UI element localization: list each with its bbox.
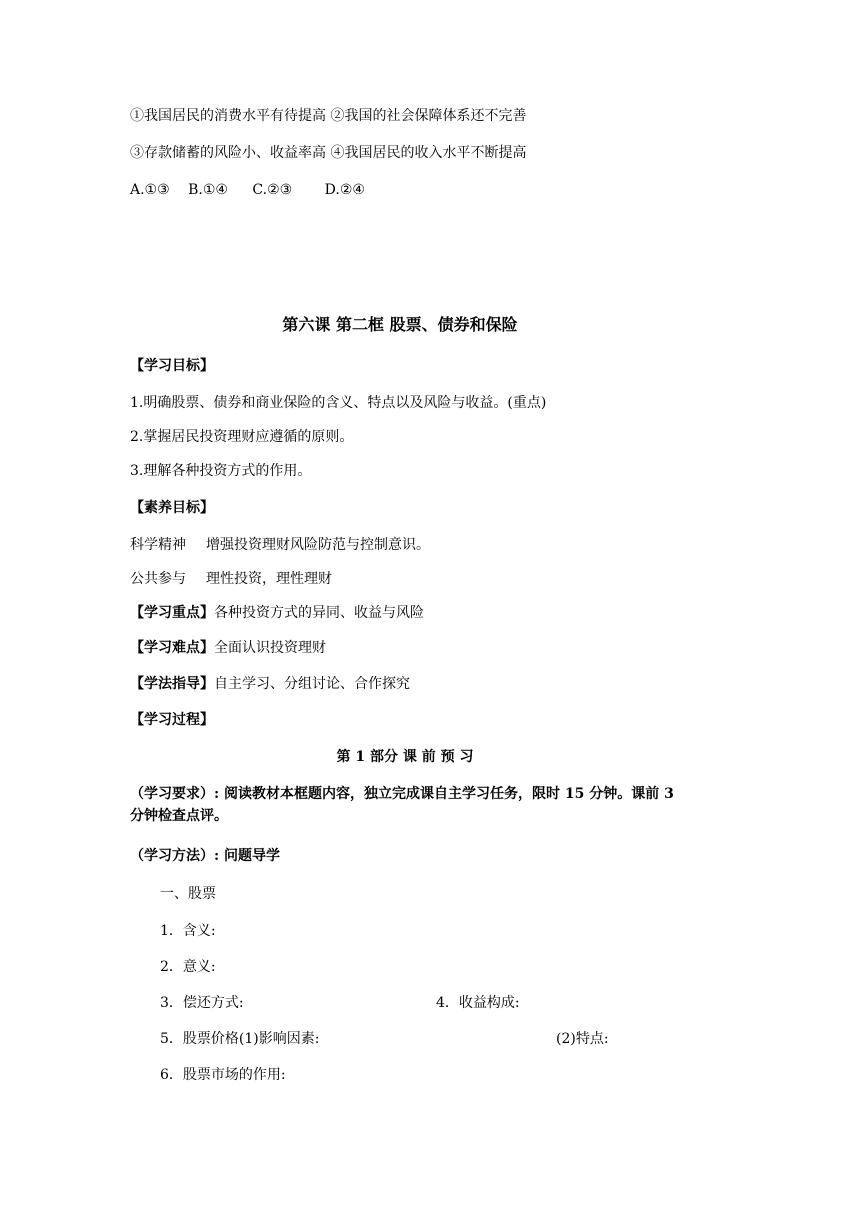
item-definition: 1．含义:: [160, 923, 216, 939]
objective-3: 3.理解各种投资方式的作用。: [130, 463, 312, 479]
method-label: 【学法指导】: [130, 676, 214, 692]
study-method-guide: [130, 674, 410, 694]
method-text: 自主学习、分组讨论、合作探究: [214, 676, 410, 692]
option-b: B.①④: [188, 182, 228, 198]
objective-1: 1.明确股票、债券和商业保险的含义、特点以及风险与收益。(重点): [130, 395, 547, 411]
requirement-line-2: 分钟检查点评。: [130, 808, 228, 824]
item-market-role: 6．股票市场的作用:: [160, 1067, 286, 1083]
difficulty: [130, 638, 326, 658]
question-statement-1: ①我国居民的消费水平有待提高 ②我国的社会保障体系还不完善: [130, 108, 527, 124]
requirement-line-1: （学习要求）: 阅读教材本框题内容，独立完成课自主学习任务，限时 15 分钟。课前 3: [130, 786, 674, 802]
literacy-item-1: [130, 535, 430, 555]
option-c: C.②③: [252, 182, 293, 198]
option-d: D.②④: [324, 182, 365, 198]
item-price-factors: 5．股票价格(1)影响因素:: [160, 1031, 320, 1047]
objectives-heading: 【学习目标】: [130, 358, 214, 374]
key-points-text: 各种投资方式的异同、收益与风险: [214, 605, 424, 621]
literacy-label-2: 公共参与: [130, 571, 186, 587]
difficulty-label: 【学习难点】: [130, 640, 214, 656]
key-points-label: 【学习重点】: [130, 605, 214, 621]
item-income: 4．收益构成:: [436, 995, 520, 1011]
difficulty-text: 全面认识投资理财: [214, 640, 326, 656]
question-options: [130, 180, 365, 200]
literacy-text-2: 理性投资，理性理财: [206, 571, 332, 587]
option-a: A.①③: [130, 182, 170, 198]
lesson-title: 第六课 第二框 股票、债券和保险: [282, 315, 518, 334]
question-statement-2: ③存款储蓄的风险小、收益率高 ④我国居民的收入水平不断提高: [130, 145, 527, 161]
literacy-heading: 【素养目标】: [130, 500, 214, 516]
part1-heading: 第 1 部分 课 前 预 习: [336, 749, 474, 765]
item-price-features: (2)特点:: [556, 1031, 609, 1047]
key-points: [130, 603, 424, 623]
item-significance: 2．意义:: [160, 959, 216, 975]
process-heading: 【学习过程】: [130, 712, 214, 728]
objective-2: 2.掌握居民投资理财应遵循的原则。: [130, 429, 354, 445]
section-stocks-heading: 一、股票: [160, 886, 216, 902]
literacy-text-1: 增强投资理财风险防范与控制意识。: [206, 537, 430, 553]
literacy-label-1: 科学精神: [130, 537, 186, 553]
study-method: （学习方法）: 问题导学: [130, 848, 281, 864]
literacy-item-2: [130, 569, 332, 589]
item-repayment: 3．偿还方式:: [160, 995, 244, 1011]
